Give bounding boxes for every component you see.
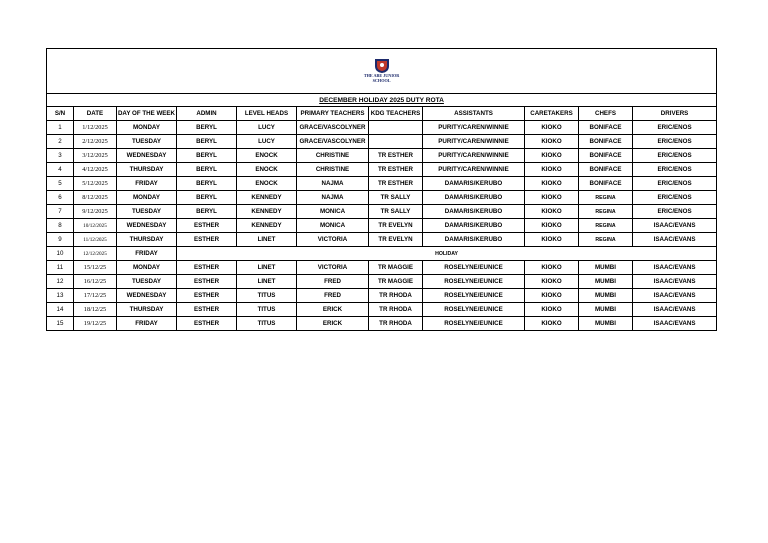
crest-icon [373, 58, 391, 74]
admin-cell: BERYL [177, 149, 237, 163]
admin-cell: BERYL [177, 135, 237, 149]
primary-teacher-cell: GRACE/VASCOLYNER [297, 135, 369, 149]
sn-cell: 9 [47, 233, 74, 247]
day-cell: FRIDAY [117, 247, 177, 261]
school-logo [364, 58, 399, 83]
day-cell: THURSDAY [117, 303, 177, 317]
sn-cell: 13 [47, 289, 74, 303]
kdg-teacher-cell [369, 121, 423, 135]
primary-teacher-cell: NAJMA [297, 191, 369, 205]
driver-cell: ISAAC/EVANS [633, 233, 717, 247]
assistants-cell: DAMARIS/KERUBO [423, 205, 525, 219]
rota-title: DECEMBER HOLIDAY 2025 DUTY ROTA [319, 96, 444, 104]
kdg-teacher-cell: TR EVELYN [369, 219, 423, 233]
admin-cell: ESTHER [177, 317, 237, 331]
date-cell: 10/12/2025 [74, 219, 117, 233]
level-head-cell: ENOCK [237, 163, 297, 177]
primary-teacher-cell: ERICK [297, 317, 369, 331]
sn-cell: 8 [47, 219, 74, 233]
caretaker-cell: KIOKO [525, 135, 579, 149]
chef-cell: MUMBI [579, 317, 633, 331]
assistants-cell: DAMARIS/KERUBO [423, 233, 525, 247]
chef-cell: REGINA [579, 205, 633, 219]
day-cell: MONDAY [117, 121, 177, 135]
table-row [47, 303, 717, 317]
day-cell: WEDNESDAY [117, 289, 177, 303]
primary-teacher-cell: ERICK [297, 303, 369, 317]
level-head-cell: TITUS [237, 317, 297, 331]
admin-cell: ESTHER [177, 261, 237, 275]
caretaker-cell: KIOKO [525, 163, 579, 177]
level-head-cell: LUCY [237, 121, 297, 135]
day-cell: WEDNESDAY [117, 149, 177, 163]
column-header: S/N [47, 107, 74, 121]
table-row [47, 219, 717, 233]
chef-cell: BONIFACE [579, 149, 633, 163]
admin-cell: BERYL [177, 191, 237, 205]
chef-cell: REGINA [579, 233, 633, 247]
column-header: DRIVERS [633, 107, 717, 121]
primary-teacher-cell: VICTORIA [297, 261, 369, 275]
date-cell: 16/12/25 [74, 275, 117, 289]
caretaker-cell: KIOKO [525, 261, 579, 275]
assistants-cell: DAMARIS/KERUBO [423, 219, 525, 233]
caretaker-cell: KIOKO [525, 191, 579, 205]
kdg-teacher-cell: TR MAGGIE [369, 275, 423, 289]
assistants-cell: PURITY/CAREN/WINNIE [423, 135, 525, 149]
sn-cell: 1 [47, 121, 74, 135]
date-cell: 2/12/2025 [74, 135, 117, 149]
table-row [47, 163, 717, 177]
admin-cell: ESTHER [177, 275, 237, 289]
kdg-teacher-cell: TR ESTHER [369, 163, 423, 177]
admin-cell: ESTHER [177, 303, 237, 317]
table-row [47, 191, 717, 205]
date-cell: 3/12/2025 [74, 149, 117, 163]
table-row [47, 177, 717, 191]
day-cell: THURSDAY [117, 163, 177, 177]
chef-cell: MUMBI [579, 303, 633, 317]
kdg-teacher-cell: TR RHODA [369, 317, 423, 331]
date-cell: 8/12/2025 [74, 191, 117, 205]
driver-cell: ISAAC/EVANS [633, 303, 717, 317]
date-cell: 1/12/2025 [74, 121, 117, 135]
chef-cell: BONIFACE [579, 163, 633, 177]
level-head-cell: LINET [237, 233, 297, 247]
column-header: PRIMARY TEACHERS [297, 107, 369, 121]
primary-teacher-cell: MONICA [297, 219, 369, 233]
date-cell: 17/12/25 [74, 289, 117, 303]
day-cell: TUESDAY [117, 275, 177, 289]
day-cell: WEDNESDAY [117, 219, 177, 233]
column-header: CHEFS [579, 107, 633, 121]
assistants-cell: ROSELYNE/EUNICE [423, 303, 525, 317]
day-cell: FRIDAY [117, 317, 177, 331]
chef-cell: MUMBI [579, 289, 633, 303]
logo-cell [47, 49, 717, 94]
driver-cell: ERIC/ENOS [633, 205, 717, 219]
kdg-teacher-cell: TR SALLY [369, 191, 423, 205]
date-cell: 4/12/2025 [74, 163, 117, 177]
sn-cell: 5 [47, 177, 74, 191]
primary-teacher-cell: MONICA [297, 205, 369, 219]
driver-cell: ISAAC/EVANS [633, 219, 717, 233]
table-row [47, 317, 717, 331]
level-head-cell: ENOCK [237, 149, 297, 163]
admin-cell: ESTHER [177, 219, 237, 233]
caretaker-cell: KIOKO [525, 121, 579, 135]
driver-cell: ERIC/ENOS [633, 177, 717, 191]
column-header: DAY OF THE WEEK [117, 107, 177, 121]
admin-cell: BERYL [177, 121, 237, 135]
level-head-cell: KENNEDY [237, 205, 297, 219]
sn-cell: 11 [47, 261, 74, 275]
date-cell: 11/12/2025 [74, 233, 117, 247]
table-row [47, 247, 717, 261]
primary-teacher-cell: FRED [297, 275, 369, 289]
driver-cell: ERIC/ENOS [633, 149, 717, 163]
primary-teacher-cell: VICTORIA [297, 233, 369, 247]
driver-cell: ERIC/ENOS [633, 163, 717, 177]
chef-cell: REGINA [579, 191, 633, 205]
assistants-cell: ROSELYNE/EUNICE [423, 261, 525, 275]
level-head-cell: LUCY [237, 135, 297, 149]
level-head-cell: TITUS [237, 303, 297, 317]
column-header: ASSISTANTS [423, 107, 525, 121]
admin-cell: ESTHER [177, 233, 237, 247]
table-row [47, 205, 717, 219]
date-cell: 18/12/25 [74, 303, 117, 317]
chef-cell: BONIFACE [579, 135, 633, 149]
caretaker-cell: KIOKO [525, 177, 579, 191]
logo-line2: SCHOOL [372, 78, 391, 83]
title-cell [47, 94, 717, 107]
driver-cell: ISAAC/EVANS [633, 317, 717, 331]
admin-cell: BERYL [177, 205, 237, 219]
primary-teacher-cell: CHRISTINE [297, 149, 369, 163]
duty-rota-sheet [46, 48, 716, 331]
caretaker-cell: KIOKO [525, 317, 579, 331]
sn-cell: 7 [47, 205, 74, 219]
chef-cell: MUMBI [579, 275, 633, 289]
primary-teacher-cell: CHRISTINE [297, 163, 369, 177]
caretaker-cell: KIOKO [525, 219, 579, 233]
primary-teacher-cell: NAJMA [297, 177, 369, 191]
driver-cell: ISAAC/EVANS [633, 289, 717, 303]
table-row [47, 289, 717, 303]
driver-cell: ISAAC/EVANS [633, 275, 717, 289]
primary-teacher-cell: GRACE/VASCOLYNER [297, 121, 369, 135]
level-head-cell: ENOCK [237, 177, 297, 191]
date-cell: 9/12/2025 [74, 205, 117, 219]
column-header: KDG TEACHERS [369, 107, 423, 121]
column-header: LEVEL HEADS [237, 107, 297, 121]
driver-cell: ISAAC/EVANS [633, 261, 717, 275]
day-cell: MONDAY [117, 261, 177, 275]
assistants-cell: PURITY/CAREN/WINNIE [423, 149, 525, 163]
caretaker-cell: KIOKO [525, 289, 579, 303]
sn-cell: 12 [47, 275, 74, 289]
caretaker-cell: KIOKO [525, 205, 579, 219]
driver-cell: ERIC/ENOS [633, 121, 717, 135]
day-cell: TUESDAY [117, 205, 177, 219]
assistants-cell: DAMARIS/KERUBO [423, 177, 525, 191]
logo-line1: THE ABE JUNIOR [363, 73, 400, 79]
assistants-cell: PURITY/CAREN/WINNIE [423, 121, 525, 135]
kdg-teacher-cell: TR ESTHER [369, 177, 423, 191]
kdg-teacher-cell: TR SALLY [369, 205, 423, 219]
date-cell: 5/12/2025 [74, 177, 117, 191]
level-head-cell: KENNEDY [237, 219, 297, 233]
day-cell: FRIDAY [117, 177, 177, 191]
kdg-teacher-cell: TR RHODA [369, 303, 423, 317]
header-row [47, 107, 717, 121]
driver-cell: ERIC/ENOS [633, 135, 717, 149]
day-cell: THURSDAY [117, 233, 177, 247]
sn-cell: 3 [47, 149, 74, 163]
chef-cell: BONIFACE [579, 177, 633, 191]
table-row [47, 261, 717, 275]
day-cell: MONDAY [117, 191, 177, 205]
date-cell: 15/12/25 [74, 261, 117, 275]
caretaker-cell: KIOKO [525, 233, 579, 247]
date-cell: 12/12/2025 [74, 247, 117, 261]
chef-cell: REGINA [579, 219, 633, 233]
table-row [47, 135, 717, 149]
day-cell: TUESDAY [117, 135, 177, 149]
chef-cell: MUMBI [579, 261, 633, 275]
caretaker-cell: KIOKO [525, 275, 579, 289]
sn-cell: 6 [47, 191, 74, 205]
admin-cell: ESTHER [177, 289, 237, 303]
sn-cell: 14 [47, 303, 74, 317]
kdg-teacher-cell: TR RHODA [369, 289, 423, 303]
date-cell: 19/12/25 [74, 317, 117, 331]
kdg-teacher-cell: TR ESTHER [369, 149, 423, 163]
assistants-cell: ROSELYNE/EUNICE [423, 289, 525, 303]
driver-cell: ERIC/ENOS [633, 191, 717, 205]
sn-cell: 4 [47, 163, 74, 177]
level-head-cell: TITUS [237, 289, 297, 303]
level-head-cell: LINET [237, 275, 297, 289]
admin-cell: BERYL [177, 163, 237, 177]
sn-cell: 10 [47, 247, 74, 261]
admin-cell: BERYL [177, 177, 237, 191]
column-header: DATE [74, 107, 117, 121]
table-row [47, 121, 717, 135]
kdg-teacher-cell: TR EVELYN [369, 233, 423, 247]
table-row [47, 149, 717, 163]
kdg-teacher-cell [369, 135, 423, 149]
assistants-cell: ROSELYNE/EUNICE [423, 317, 525, 331]
caretaker-cell: KIOKO [525, 303, 579, 317]
column-header: CARETAKERS [525, 107, 579, 121]
primary-teacher-cell: FRED [297, 289, 369, 303]
column-header: ADMIN [177, 107, 237, 121]
chef-cell: BONIFACE [579, 121, 633, 135]
kdg-teacher-cell: TR MAGGIE [369, 261, 423, 275]
assistants-cell: DAMARIS/KERUBO [423, 191, 525, 205]
duty-rota-table [46, 48, 717, 331]
assistants-cell: PURITY/CAREN/WINNIE [423, 163, 525, 177]
sn-cell: 2 [47, 135, 74, 149]
caretaker-cell: KIOKO [525, 149, 579, 163]
table-row [47, 275, 717, 289]
level-head-cell: LINET [237, 261, 297, 275]
level-head-cell: KENNEDY [237, 191, 297, 205]
assistants-cell: ROSELYNE/EUNICE [423, 275, 525, 289]
sn-cell: 15 [47, 317, 74, 331]
holiday-cell: HOLIDAY [177, 247, 717, 261]
table-row [47, 233, 717, 247]
